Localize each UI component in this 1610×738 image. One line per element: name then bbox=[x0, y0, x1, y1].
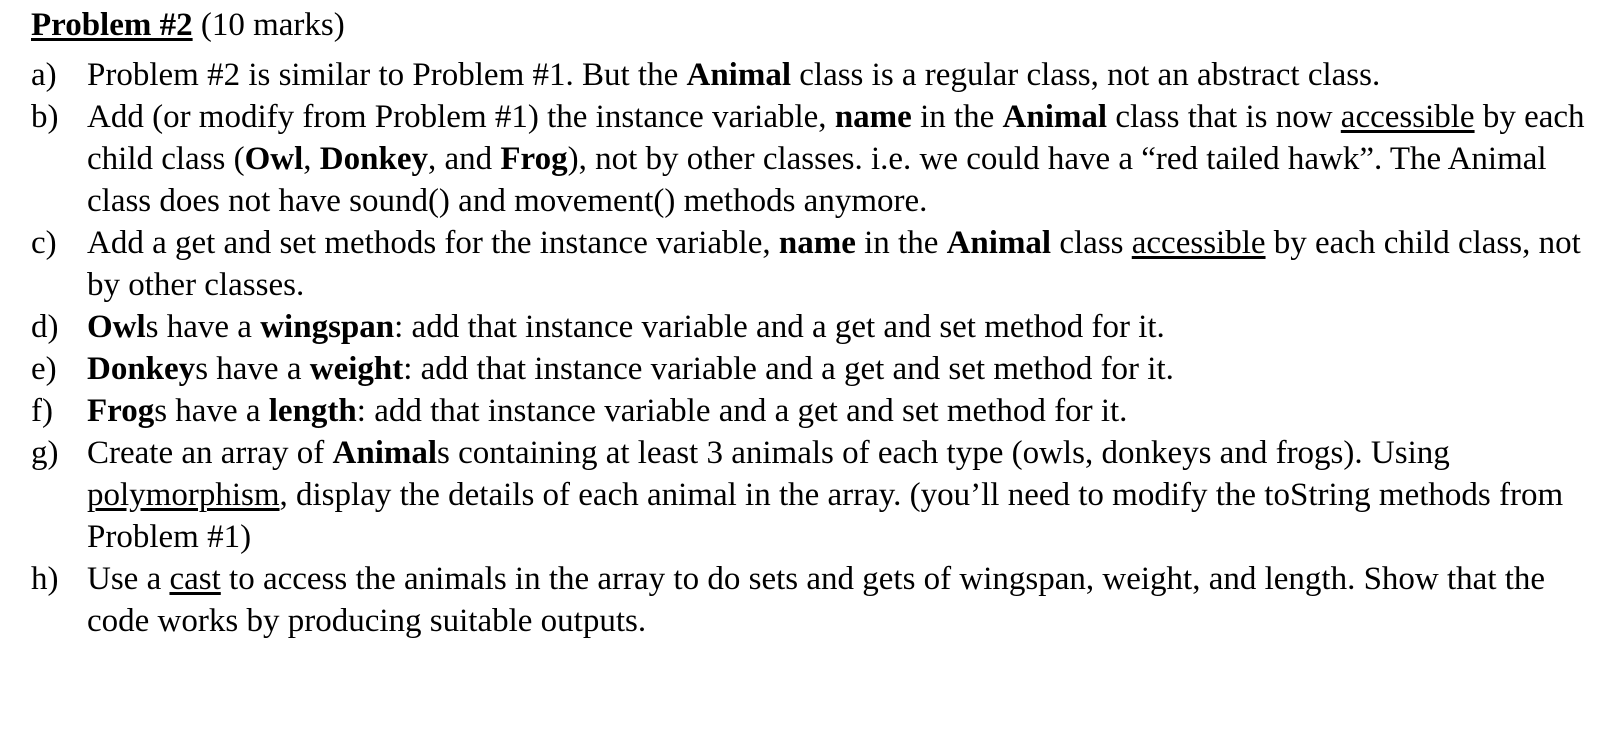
text-segment: Create an array of bbox=[87, 435, 333, 471]
text-segment: , display the details of each animal in the array. (you’ll need to modify the toString methods from Problem #1) bbox=[87, 477, 1564, 555]
list-item-marker: c) bbox=[31, 225, 57, 261]
list-item-marker: g) bbox=[31, 435, 59, 471]
list-item bbox=[31, 390, 1601, 432]
list-item-marker: h) bbox=[31, 561, 59, 597]
text-segment: to access the animals in the array to do sets and gets of wingspan, weight, and length. Show that the code works by producing suitable outputs. bbox=[87, 561, 1546, 639]
document-page bbox=[31, 0, 1601, 642]
text-segment: , bbox=[303, 141, 320, 177]
text-segment: by each child class ( bbox=[87, 99, 1585, 177]
text-segment: s containing at least 3 animals of each type (owls, donkeys and frogs). Using bbox=[437, 435, 1450, 471]
text-segment: Add (or modify from Problem #1) the instance variable, bbox=[87, 99, 835, 135]
list-item bbox=[31, 432, 1601, 558]
text-segment: by each child class, not by other classes. bbox=[87, 225, 1581, 303]
underlined-term: polymorphism bbox=[87, 477, 280, 513]
text-segment: : add that instance variable and a get and set method for it. bbox=[356, 393, 1128, 429]
text-segment: Use a bbox=[87, 561, 170, 597]
text-segment: ), not by other classes. i.e. we could have a “red tailed hawk”. The Animal class does not have sound() and movement() methods anymore. bbox=[87, 141, 1547, 219]
bold-term: Animal bbox=[946, 225, 1052, 261]
underlined-term: accessible bbox=[1131, 225, 1266, 261]
list-item bbox=[31, 222, 1601, 306]
bold-term: Donkey bbox=[87, 351, 196, 387]
text-segment: in the bbox=[855, 225, 947, 261]
bold-term: Animal bbox=[686, 57, 791, 93]
bold-term: Owl bbox=[244, 141, 304, 177]
text-segment: : add that instance variable and a get and set method for it. bbox=[394, 309, 1165, 345]
bold-term: Animal bbox=[1002, 99, 1108, 135]
bold-term: name bbox=[834, 99, 912, 135]
problem-list bbox=[31, 54, 1601, 642]
list-item bbox=[31, 306, 1601, 348]
list-item-marker: b) bbox=[31, 99, 59, 135]
bold-term: Owl bbox=[87, 309, 146, 345]
underlined-term: accessible bbox=[1340, 99, 1475, 135]
list-item bbox=[31, 558, 1601, 642]
text-segment: : add that instance variable and a get and set method for it. bbox=[403, 351, 1174, 387]
underlined-term: cast bbox=[169, 561, 221, 597]
text-segment: Add a get and set methods for the instance variable, bbox=[87, 225, 779, 261]
bold-term: name bbox=[778, 225, 856, 261]
bold-term: Frog bbox=[87, 393, 155, 429]
list-item-marker: d) bbox=[31, 309, 59, 345]
list-item bbox=[31, 96, 1601, 222]
bold-term: weight bbox=[309, 351, 404, 387]
bold-term: Donkey bbox=[319, 141, 428, 177]
text-segment: class is a regular class, not an abstract class. bbox=[791, 57, 1381, 93]
bold-term: Frog bbox=[500, 141, 568, 177]
text-segment: class bbox=[1051, 225, 1132, 261]
text-segment: Problem #2 is similar to Problem #1. But the bbox=[87, 57, 687, 93]
text-segment: in the bbox=[911, 99, 1003, 135]
bold-term: Animal bbox=[332, 435, 438, 471]
bold-term: wingspan bbox=[260, 309, 395, 345]
text-segment: s have a bbox=[154, 393, 269, 429]
text-segment: , and bbox=[427, 141, 501, 177]
list-item-marker: f) bbox=[31, 393, 53, 429]
list-item-marker: e) bbox=[31, 351, 57, 387]
list-item-marker: a) bbox=[31, 57, 57, 93]
bold-term: length bbox=[268, 393, 357, 429]
text-segment: s have a bbox=[195, 351, 310, 387]
text-segment: s have a bbox=[145, 309, 261, 345]
list-item bbox=[31, 348, 1601, 390]
list-item bbox=[31, 54, 1601, 96]
problem-marks: (10 marks) bbox=[192, 7, 345, 43]
text-segment: class that is now bbox=[1107, 99, 1341, 135]
problem-heading bbox=[31, 2, 1601, 48]
problem-title: Problem #2 bbox=[31, 7, 193, 43]
